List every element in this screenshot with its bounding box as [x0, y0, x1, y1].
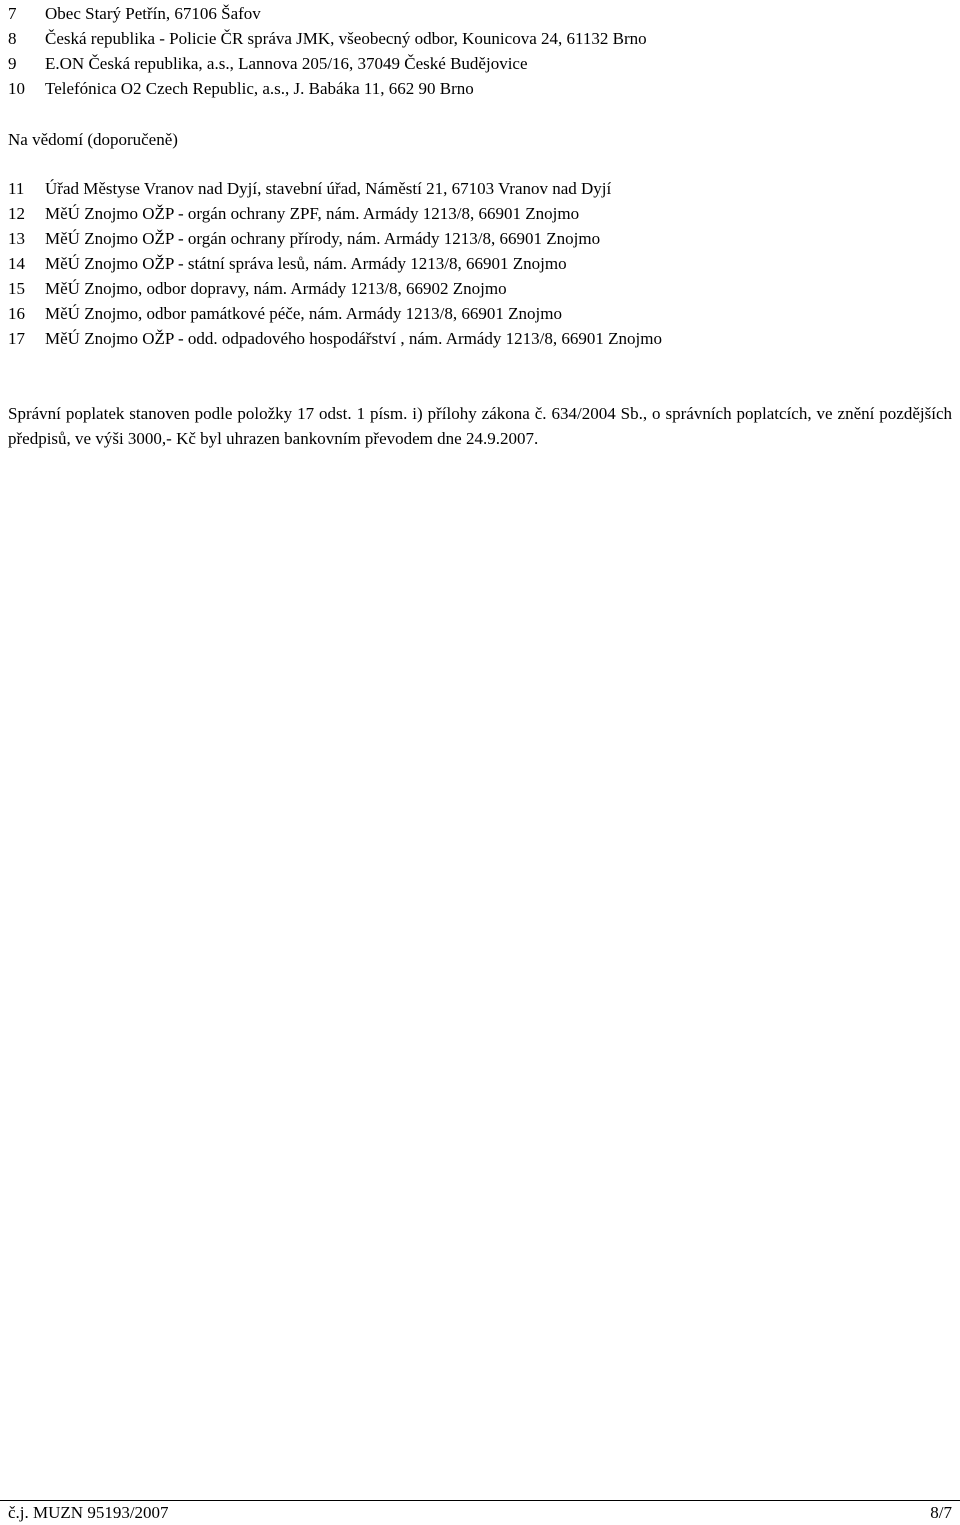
- notice-heading: Na vědomí (doporučeně): [8, 130, 178, 149]
- list-item: [8, 26, 952, 51]
- item-number: 8: [8, 29, 17, 48]
- page-footer: [0, 1500, 960, 1525]
- list-item: [8, 51, 952, 76]
- item-number: 17: [8, 329, 25, 348]
- list-item: [8, 251, 952, 276]
- list-item: [8, 301, 952, 326]
- list-item: [8, 226, 952, 251]
- item-number: 7: [8, 4, 17, 23]
- item-text: MěÚ Znojmo OŽP - orgán ochrany přírody, nám. Armády 1213/8, 66901 Znojmo: [45, 229, 601, 248]
- notice-recipient-list: [8, 176, 952, 351]
- item-text: Česká republika - Policie ČR správa JMK, všeobecný odbor, Kounicova 24, 61132 Brno: [45, 29, 647, 48]
- item-text: Telefónica O2 Czech Republic, a.s., J. Babáka 11, 662 90 Brno: [45, 79, 474, 98]
- item-text: MěÚ Znojmo OŽP - státní správa lesů, nám. Armády 1213/8, 66901 Znojmo: [45, 254, 567, 273]
- item-text: MěÚ Znojmo, odbor dopravy, nám. Armády 1213/8, 66902 Znojmo: [45, 279, 507, 298]
- item-text: MěÚ Znojmo, odbor památkové péče, nám. Armády 1213/8, 66901 Znojmo: [45, 304, 562, 323]
- item-number: 15: [8, 279, 25, 298]
- item-number: 14: [8, 254, 25, 273]
- item-text: Obec Starý Petřín, 67106 Šafov: [45, 4, 261, 23]
- item-text: MěÚ Znojmo OŽP - odd. odpadového hospodářství , nám. Armády 1213/8, 66901 Znojmo: [45, 329, 662, 348]
- item-text: MěÚ Znojmo OŽP - orgán ochrany ZPF, nám. Armády 1213/8, 66901 Znojmo: [45, 204, 580, 223]
- item-text: Úřad Městyse Vranov nad Dyjí, stavební úřad, Náměstí 21, 67103 Vranov nad Dyjí: [45, 179, 612, 198]
- item-number: 12: [8, 204, 25, 223]
- list-item: [8, 276, 952, 301]
- reference-number: č.j. MUZN 95193/2007: [8, 1503, 169, 1522]
- page-number: 8/7: [930, 1503, 952, 1522]
- fee-paragraph: Správní poplatek stanoven podle položky 17 odst. 1 písm. i) přílohy zákona č. 634/2004 Sb., o správních poplatcích, ve znění pozdějších předpisů, ve výši 3000,- Kč byl uhrazen bankovním převodem dne 24.9.2007.: [8, 404, 952, 448]
- item-number: 11: [8, 179, 25, 198]
- item-number: 13: [8, 229, 25, 248]
- recipient-list: [8, 1, 952, 101]
- list-item: [8, 176, 952, 201]
- item-number: 16: [8, 304, 25, 323]
- item-number: 10: [8, 79, 25, 98]
- list-item: [8, 1, 952, 26]
- item-number: 9: [8, 54, 17, 73]
- list-item: [8, 76, 952, 101]
- list-item: [8, 201, 952, 226]
- item-text: E.ON Česká republika, a.s., Lannova 205/16, 37049 České Budějovice: [45, 54, 528, 73]
- list-item: [8, 326, 952, 351]
